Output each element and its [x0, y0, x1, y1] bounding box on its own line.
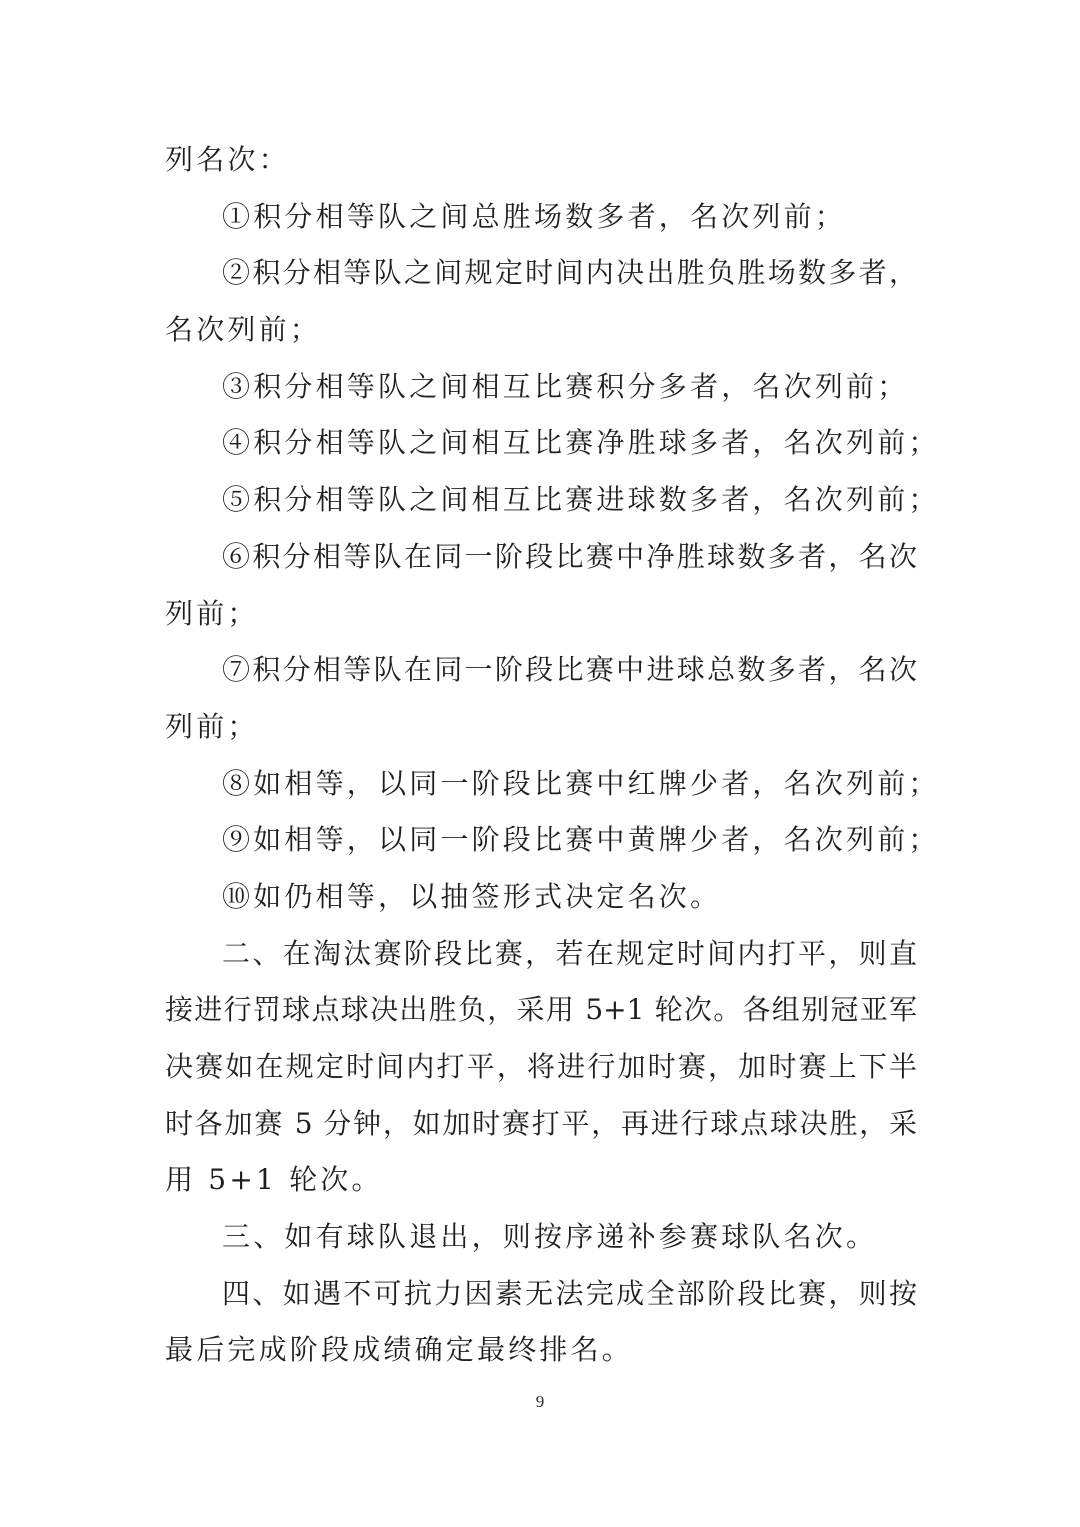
- text-line: ③积分相等队之间相互比赛积分多者，名次列前；: [222, 369, 909, 403]
- text-line: 时各加赛 5 分钟，如加时赛打平，再进行球点球决胜，采: [165, 1106, 917, 1140]
- text-line: 二、在淘汰赛阶段比赛，若在规定时间内打平，则直: [222, 936, 917, 970]
- text-line: 最后完成阶段成绩确定最终排名。: [165, 1333, 634, 1367]
- text-line: ④积分相等队之间相互比赛净胜球多者，名次列前；: [222, 426, 940, 460]
- body-text: [165, 132, 940, 1379]
- text-line: 接进行罚球点球决出胜负，采用 5+1 轮次。各组别冠亚军: [165, 993, 917, 1027]
- text-line: 决赛如在规定时间内打平，将进行加时赛，加时赛上下半: [165, 1050, 917, 1083]
- text-line: ⑨如相等，以同一阶段比赛中黄牌少者，名次列前；: [222, 823, 940, 857]
- text-line: 名次列前；: [165, 313, 322, 347]
- text-line: ②积分相等队之间规定时间内决出胜负胜场数多者，: [222, 256, 917, 290]
- text-line: ⑧如相等，以同一阶段比赛中红牌少者，名次列前；: [222, 766, 940, 800]
- text-line: 四、如遇不可抗力因素无法完成全部阶段比赛，则按: [222, 1276, 917, 1310]
- text-line: ⑤积分相等队之间相互比赛进球数多者，名次列前；: [222, 483, 940, 517]
- text-line: 用 5+1 轮次。: [165, 1163, 383, 1197]
- text-line: 列名次：: [165, 143, 290, 176]
- text-line: ⑩如仍相等，以抽签形式决定名次。: [222, 879, 722, 913]
- page-number: 9: [535, 1392, 545, 1411]
- text-line: ①积分相等队之间总胜场数多者，名次列前；: [222, 199, 847, 233]
- text-line: 列前；: [165, 596, 259, 630]
- text-line: 三、如有球队退出，则按序递补参赛球队名次。: [222, 1220, 878, 1254]
- text-line: ⑥积分相等队在同一阶段比赛中净胜球数多者，名次: [222, 539, 917, 573]
- text-line: 列前；: [165, 709, 259, 743]
- text-line: ⑦积分相等队在同一阶段比赛中进球总数多者，名次: [222, 653, 917, 687]
